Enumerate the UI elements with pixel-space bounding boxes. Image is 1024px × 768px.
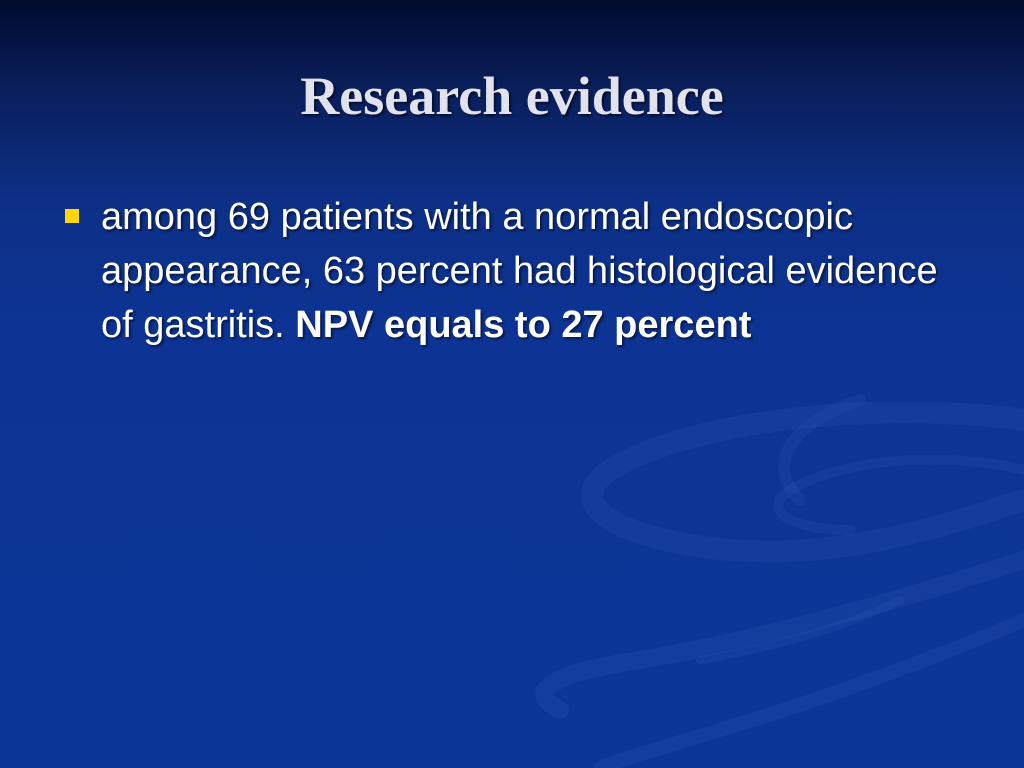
bullet-item xyxy=(60,190,940,352)
bullet-text-emphasis: NPV equals to 27 percent xyxy=(295,304,752,346)
square-bullet-icon xyxy=(65,209,79,223)
bullet-text xyxy=(101,190,940,352)
bullet-text-body: among 69 patients with a normal endoscopic appearance, 63 percent had histological evidence of gastritis. xyxy=(101,196,938,346)
slide-content xyxy=(60,190,940,352)
slide-title: Research evidence xyxy=(300,66,724,126)
